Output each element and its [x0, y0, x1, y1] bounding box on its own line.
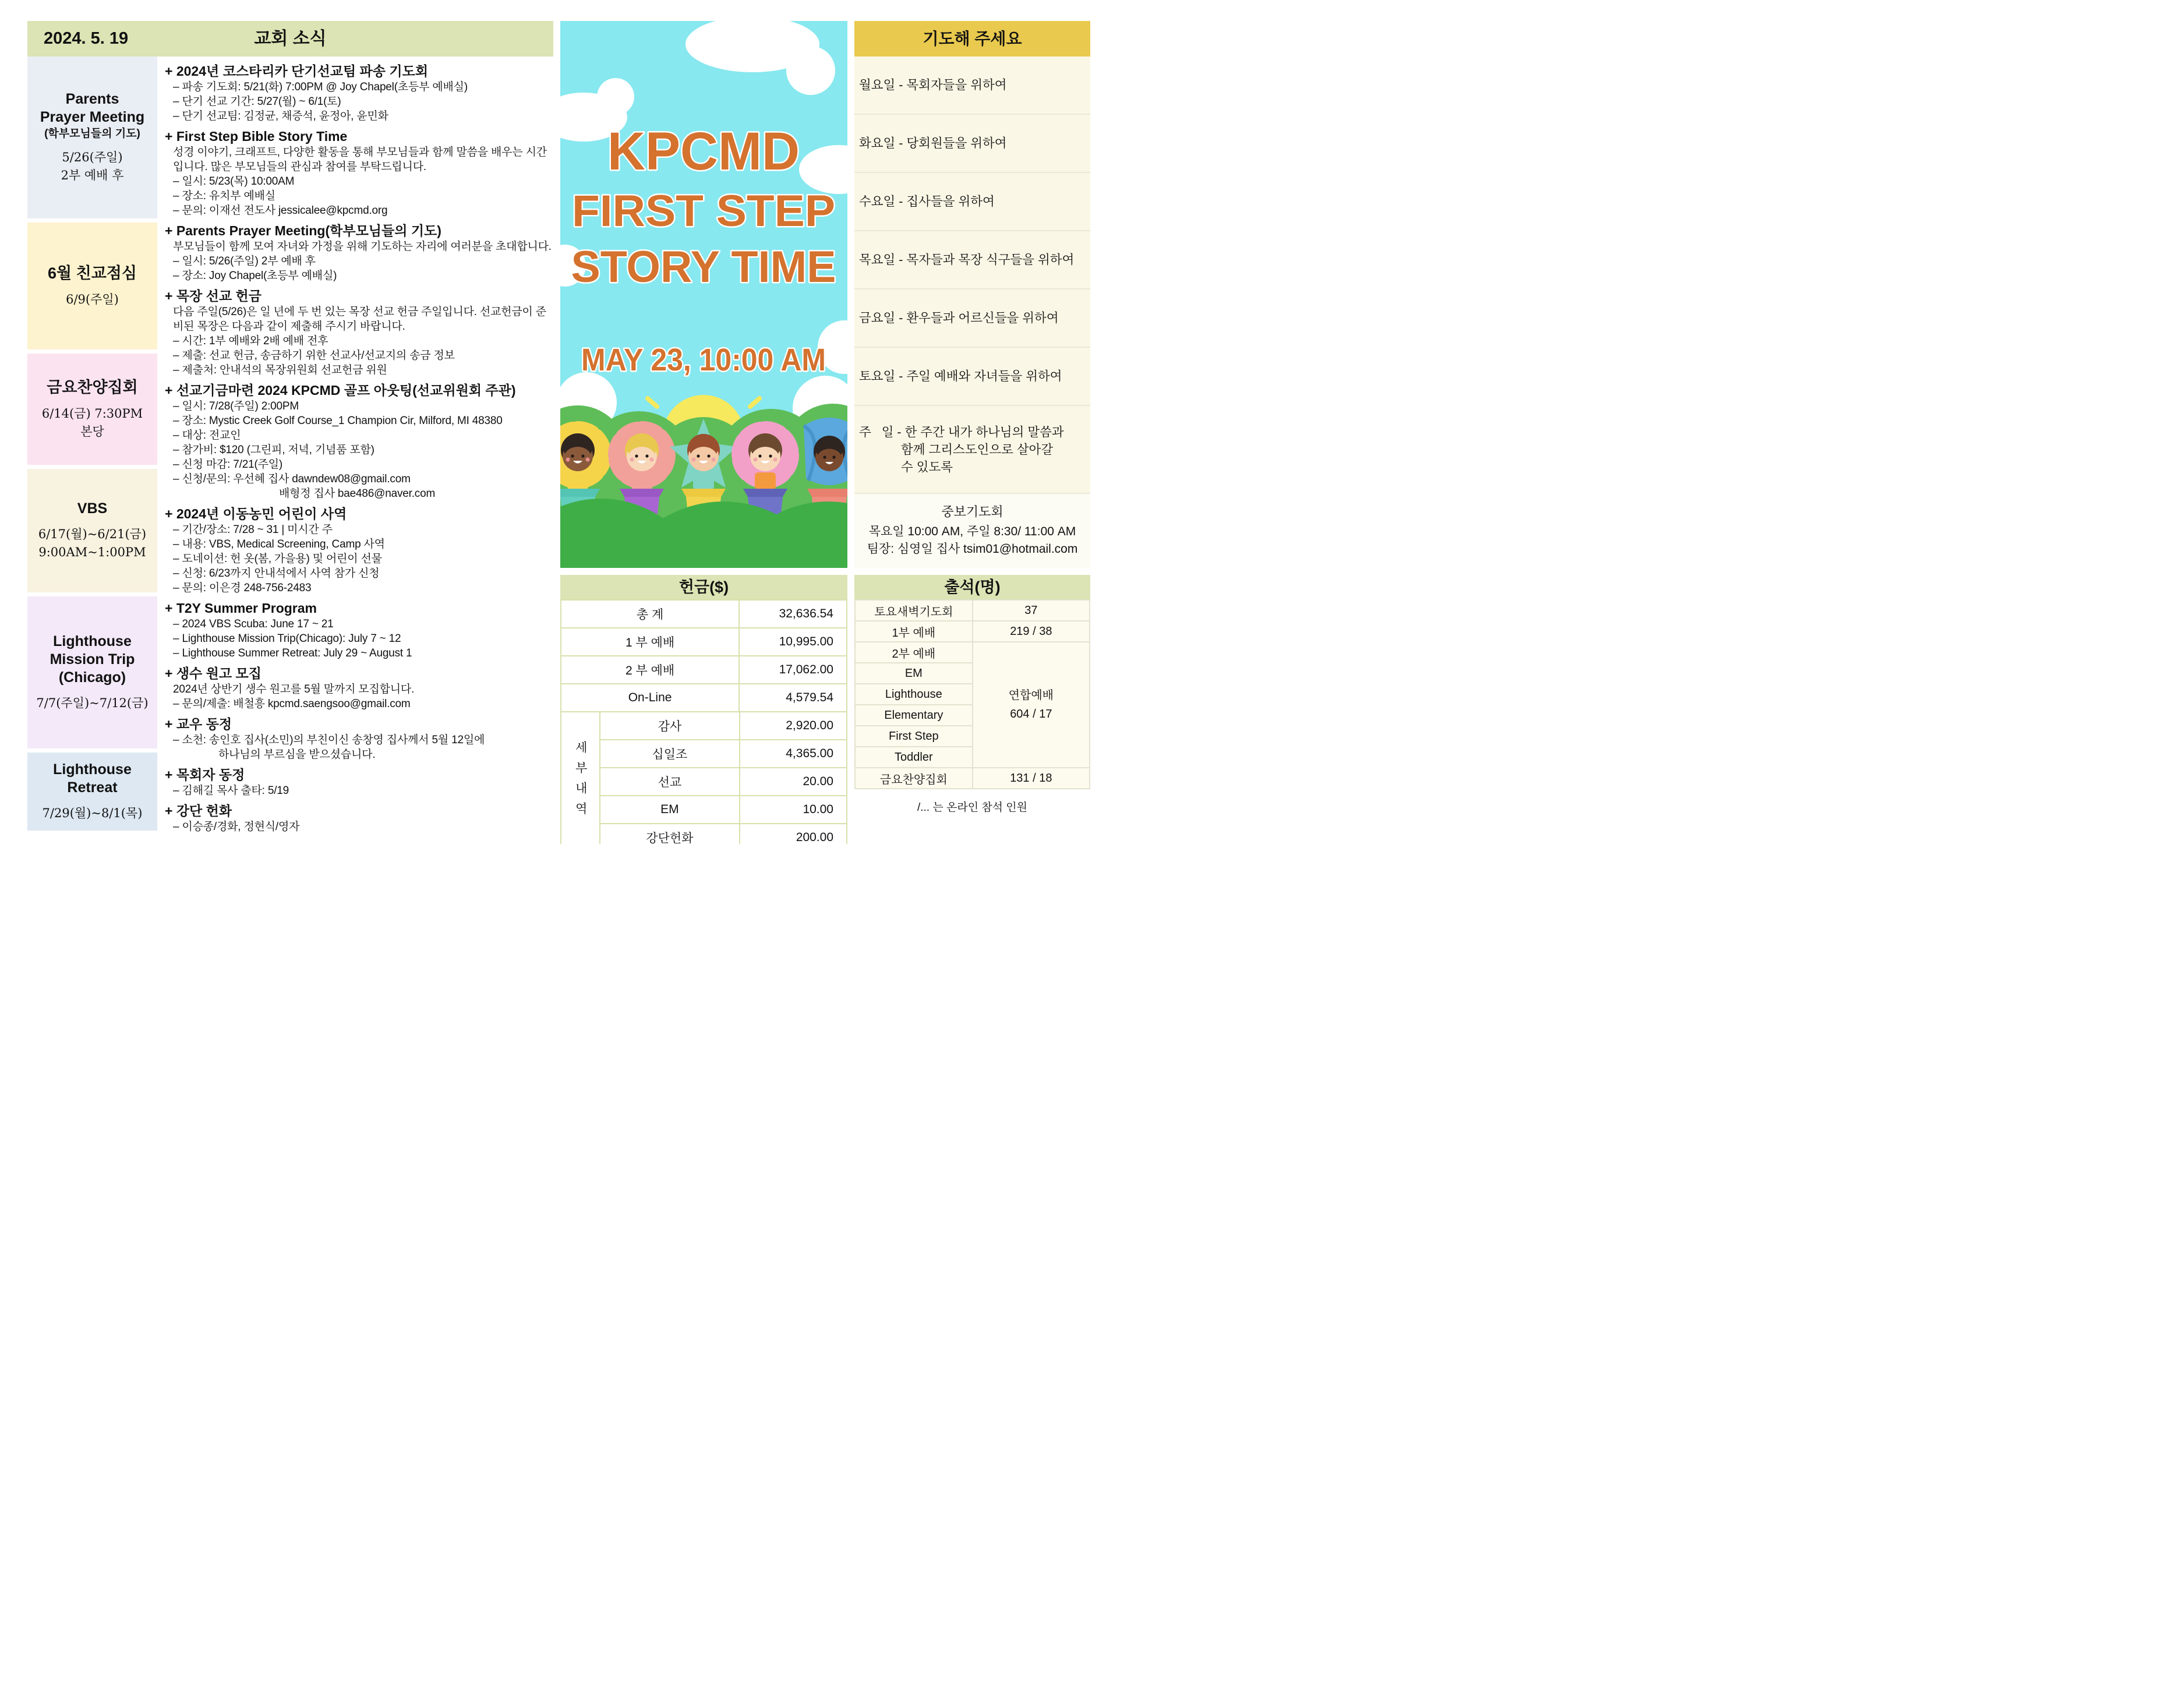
poster-title-line3: STORY TIME: [571, 242, 836, 292]
announcement-line: – 내용: VBS, Medical Screening, Camp 사역: [173, 538, 385, 550]
attendance-row-label: 2부 예배: [856, 642, 972, 662]
bulletin-page: [0, 0, 1092, 844]
attendance-merged-line: 604 / 17: [1010, 708, 1052, 721]
attendance-row-label: 1부 예배: [856, 621, 972, 641]
offering-row-label: EM: [600, 796, 740, 823]
attendance-merged-line: 연합예배: [1008, 689, 1054, 702]
card-date: 6/14(금) 7:30PM: [41, 406, 143, 421]
announcement-title: + 선교기금마련 2024 KPCMD 골프 아웃팅(선교위원회 주관): [165, 383, 516, 398]
intercession-block: [854, 494, 1090, 568]
attendance-row-label: Lighthouse: [856, 684, 972, 704]
prayer-list: [854, 56, 1090, 568]
announcement-line: – 대상: 전교인: [173, 429, 241, 442]
announcement-line: – 김해길 목사 출타: 5/19: [173, 785, 289, 797]
card-title: Prayer Meeting: [40, 109, 145, 125]
announcement-line: – 신청 마감: 7/21(주일): [173, 458, 283, 471]
card-dates: [36, 694, 148, 712]
poster-title-line2: FIRST STEP: [572, 186, 835, 236]
announcement-line: 하나님의 부르심을 받으셨습니다.: [218, 748, 376, 761]
offering-header: 헌금($): [560, 575, 847, 599]
offering-row-label: 총 계: [561, 601, 738, 627]
card-lighthouse-retreat: [27, 753, 157, 831]
card-date: 2부 예배 후: [61, 168, 124, 182]
announcement-line: – Lighthouse Mission Trip(Chicago): July 7 ~ 12: [173, 633, 401, 645]
intercession-contact: 팀장: 심영일 집사 tsim01@hotmail.com: [867, 542, 1078, 556]
attendance-row-value: 131 / 18: [973, 768, 1089, 788]
announcement-title: + 강단 헌화: [165, 803, 232, 818]
offering-row-label: 십일조: [600, 740, 740, 767]
card-date: 6/17(월)~6/21(금): [38, 527, 147, 541]
offering-section: [560, 575, 847, 844]
announcement-line: – 문의: 이은경 248-756-2483: [173, 582, 312, 594]
attendance-top-rows: [856, 601, 1089, 641]
attendance-row-label: 금요찬양집회: [856, 768, 972, 788]
card-subtitle: (학부모님들의 기도): [44, 128, 140, 140]
announcement-title: + 2024년 코스타리카 단기선교팀 파송 기도회: [165, 63, 429, 79]
announcement-line: – 신청/문의: 우선혜 집사 dawndew08@gmail.com: [173, 473, 411, 485]
offering-row-value: 2,920.00: [740, 712, 846, 739]
offering-row-value: 10.00: [740, 796, 846, 823]
announcement-line: – 장소: Joy Chapel(초등부 예배실): [173, 270, 337, 282]
prayer-item: 화요일 - 당회원들을 위하여: [854, 115, 1090, 173]
offering-row-value: 17,062.00: [740, 656, 846, 683]
announcement-line: – Lighthouse Summer Retreat: July 29 ~ August 1: [173, 647, 412, 659]
prayer-sunday-line: 함께 그리스도인으로 살아갈: [901, 442, 1054, 457]
intercession-schedule: 목요일 10:00 AM, 주일 8:30/ 11:00 AM: [868, 525, 1076, 538]
card-lighthouse-mission-trip: [27, 596, 157, 748]
announcement-line: 다음 주일(5/26)은 일 년에 두 번 있는 목장 선교 헌금 주일입니다. 선교헌금이 준비된 목장은 다음과 같이 제출해 주시기 바랍니다.: [173, 306, 546, 333]
card-title: Retreat: [67, 779, 118, 796]
announcement-line: – 이승종/경화, 정현식/영자: [173, 821, 300, 833]
announcement-line: – 일시: 5/26(주일) 2부 예배 후: [173, 255, 316, 267]
church-news-header: [27, 21, 553, 56]
card-title: 금요찬양집회: [47, 378, 138, 396]
card-dates: [38, 525, 146, 562]
attendance-row-label: Toddler: [856, 747, 972, 767]
offering-detail-rows: [561, 712, 846, 844]
announcement-line: – 문의: 이재선 전도사 jessicalee@kpcmd.org: [173, 204, 388, 217]
card-date: 9:00AM~1:00PM: [38, 545, 146, 559]
card-title: VBS: [77, 500, 108, 517]
offering-row-label: 1 부 예배: [561, 628, 738, 655]
poster-title-line1: KPCMD: [607, 122, 800, 181]
card-dates: [42, 405, 143, 441]
attendance-row-label: 토요새벽기도회: [856, 601, 972, 620]
announcement-line: – 일시: 5/23(목) 10:00AM: [173, 175, 295, 188]
announcement-title: + 2024년 이동농민 어린이 사역: [165, 506, 347, 521]
attendance-header: 출석(명): [854, 575, 1090, 599]
card-dates: [61, 149, 124, 185]
announcement-title: + Parents Prayer Meeting(학부모님들의 기도): [165, 223, 441, 238]
intercession-title: 중보기도회: [941, 504, 1003, 519]
announcement-line: – 파송 기도회: 5/21(화) 7:00PM @ Joy Chapel(초등부 예배실): [173, 81, 468, 93]
offering-row-value: 10,995.00: [740, 628, 846, 655]
card-date: 6/9(주일): [66, 292, 119, 306]
prayer-item: 수요일 - 집사들을 위하여: [854, 173, 1090, 231]
card-date: 본당: [80, 424, 104, 439]
card-parents-prayer-meeting: [27, 56, 157, 218]
announcement-line: 배형정 집사 bae486@naver.com: [279, 488, 436, 500]
prayer-item: 월요일 - 목회자들을 위하여: [854, 56, 1090, 115]
card-title: Mission Trip: [50, 651, 135, 668]
attendance-table: [854, 599, 1090, 789]
card-vbs: [27, 469, 157, 592]
attendance-last-row: [856, 768, 1089, 788]
first-step-story-time-poster: [560, 21, 847, 568]
offering-table: [560, 599, 847, 844]
offering-detail-label: 세부내역: [561, 712, 599, 844]
offering-row-value: 4,579.54: [740, 684, 846, 711]
card-title: Lighthouse: [53, 761, 132, 778]
offering-row-value: 200.00: [740, 824, 846, 844]
announcement-title: + First Step Bible Story Time: [165, 129, 348, 144]
announcement-title: + T2Y Summer Program: [165, 601, 317, 616]
card-date: 5/26(주일): [62, 150, 123, 164]
announcement-line: – 장소: Mystic Creek Golf Course_1 Champion Cir, Milford, MI 48380: [173, 415, 503, 427]
prayer-item: 금요일 - 환우들과 어르신들을 위하여: [854, 289, 1090, 348]
offering-row-value: 20.00: [740, 768, 846, 795]
announcement-line: 부모님들이 함께 모여 자녀와 가정을 위해 기도하는 자리에 여러분을 초대합니다.: [173, 241, 552, 253]
announcement-line: – 도네이션: 헌 옷(봄, 가을용) 및 어린이 선물: [173, 553, 382, 565]
offering-main-rows: [561, 601, 846, 711]
announcement-line: – 장소: 유치부 예배실: [173, 190, 275, 202]
card-june-lunch: [27, 223, 157, 349]
attendance-row-label: EM: [856, 663, 972, 683]
card-friday-praise: [27, 354, 157, 465]
announcement-list: [165, 58, 553, 834]
announcement-line: 2024년 상반기 생수 원고를 5월 말까지 모집합니다.: [173, 683, 415, 695]
card-date: 7/29(월)~8/1(목): [42, 806, 143, 820]
announcement-title: + 목회자 동정: [165, 767, 245, 782]
announcement-line: 성경 이야기, 크래프트, 다양한 활동을 통해 부모님들과 함께 말씀을 배우는 시간입니다. 많은 부모님들의 관심과 참여를 부탁드립니다.: [173, 146, 547, 173]
announcement-line: – 제출: 선교 헌금, 송금하기 위한 선교사/선교지의 송금 정보: [173, 349, 455, 362]
prayer-sunday-line: 수 있도록: [901, 460, 953, 474]
announcement-title: + 목장 선교 헌금: [165, 288, 261, 303]
prayer-header: 기도해 주세요: [854, 21, 1090, 56]
poster-illustration: [560, 21, 847, 568]
attendance-row-value: 219 / 38: [973, 621, 1089, 641]
announcement-line: – 단기 선교 기간: 5/27(월) ~ 6/1(토): [173, 96, 341, 108]
prayer-item-sunday: [854, 406, 1090, 494]
announcement-title: + 교우 동정: [165, 716, 232, 732]
attendance-footnote: /... 는 온라인 참석 인원: [917, 801, 1028, 814]
announcement-line: – 기간/장소: 7/28 ~ 31 | 미시간 주: [173, 524, 333, 536]
announcement-line: – 소천: 송인호 집사(소민)의 부친이신 송창영 집사께서 5월 12일에: [173, 734, 485, 746]
offering-row-value: 32,636.54: [740, 601, 846, 627]
offering-row-label: On-Line: [561, 684, 738, 711]
card-date: 7/7(주일)~7/12(금): [36, 696, 149, 710]
attendance-section: [854, 575, 1090, 814]
offering-row-value: 4,365.00: [740, 740, 846, 767]
offering-row-label: 선교: [600, 768, 740, 795]
prayer-section: [854, 21, 1090, 568]
offering-row-label: 강단헌화: [600, 824, 740, 844]
news-title: 교회 소식: [254, 29, 327, 48]
offering-row-label: 감사: [600, 712, 740, 739]
announcement-title: + 생수 원고 모집: [165, 666, 261, 681]
prayer-sunday-line: 주 일 - 한 주간 내가 하나님의 말씀과: [859, 425, 1064, 439]
prayer-item: 토요일 - 주일 예배와 자녀들을 위하여: [854, 348, 1090, 406]
attendance-row-label: First Step: [856, 726, 972, 746]
event-sidebar: [27, 56, 157, 831]
attendance-row-value: 37: [973, 601, 1089, 620]
prayer-item: 목요일 - 목자들과 목장 식구들을 위하여: [854, 231, 1090, 289]
announcement-line: – 일시: 7/28(주일) 2:00PM: [173, 400, 299, 412]
announcement-line: – 신청: 6/23까지 안내석에서 사역 참가 신청: [173, 567, 380, 580]
announcement-line: – 참가비: $120 (그린피, 저녁, 기념품 포함): [173, 444, 374, 456]
announcement-line: – 시간: 1부 예배와 2배 예배 전후: [173, 335, 328, 347]
card-title: Parents: [65, 91, 119, 107]
attendance-merged-rows: [856, 642, 1089, 767]
bulletin-date: 2024. 5. 19: [44, 29, 129, 48]
announcement-line: – 2024 VBS Scuba: June 17 ~ 21: [173, 618, 334, 630]
card-dates: [43, 804, 143, 822]
announcement-line: – 단기 선교팀: 김정균, 채증석, 윤정아, 윤민화: [173, 110, 388, 122]
card-title: (Chicago): [58, 669, 126, 686]
card-title: 6월 친교점심: [48, 264, 137, 282]
attendance-row-label: Elementary: [856, 705, 972, 725]
front-bushes: [560, 499, 847, 568]
attendance-merged-value: [973, 642, 1089, 767]
announcement-line: – 문의/제출: 배철흥 kpcmd.saengsoo@gmail.com: [173, 698, 411, 710]
card-title: Lighthouse: [53, 633, 132, 649]
card-dates: [66, 291, 119, 309]
announcement-line: – 제출처: 안내석의 목장위원회 선교헌금 위원: [173, 364, 387, 376]
offering-row-label: 2 부 예배: [561, 656, 738, 683]
poster-datetime: MAY 23, 10:00 AM: [581, 342, 826, 377]
